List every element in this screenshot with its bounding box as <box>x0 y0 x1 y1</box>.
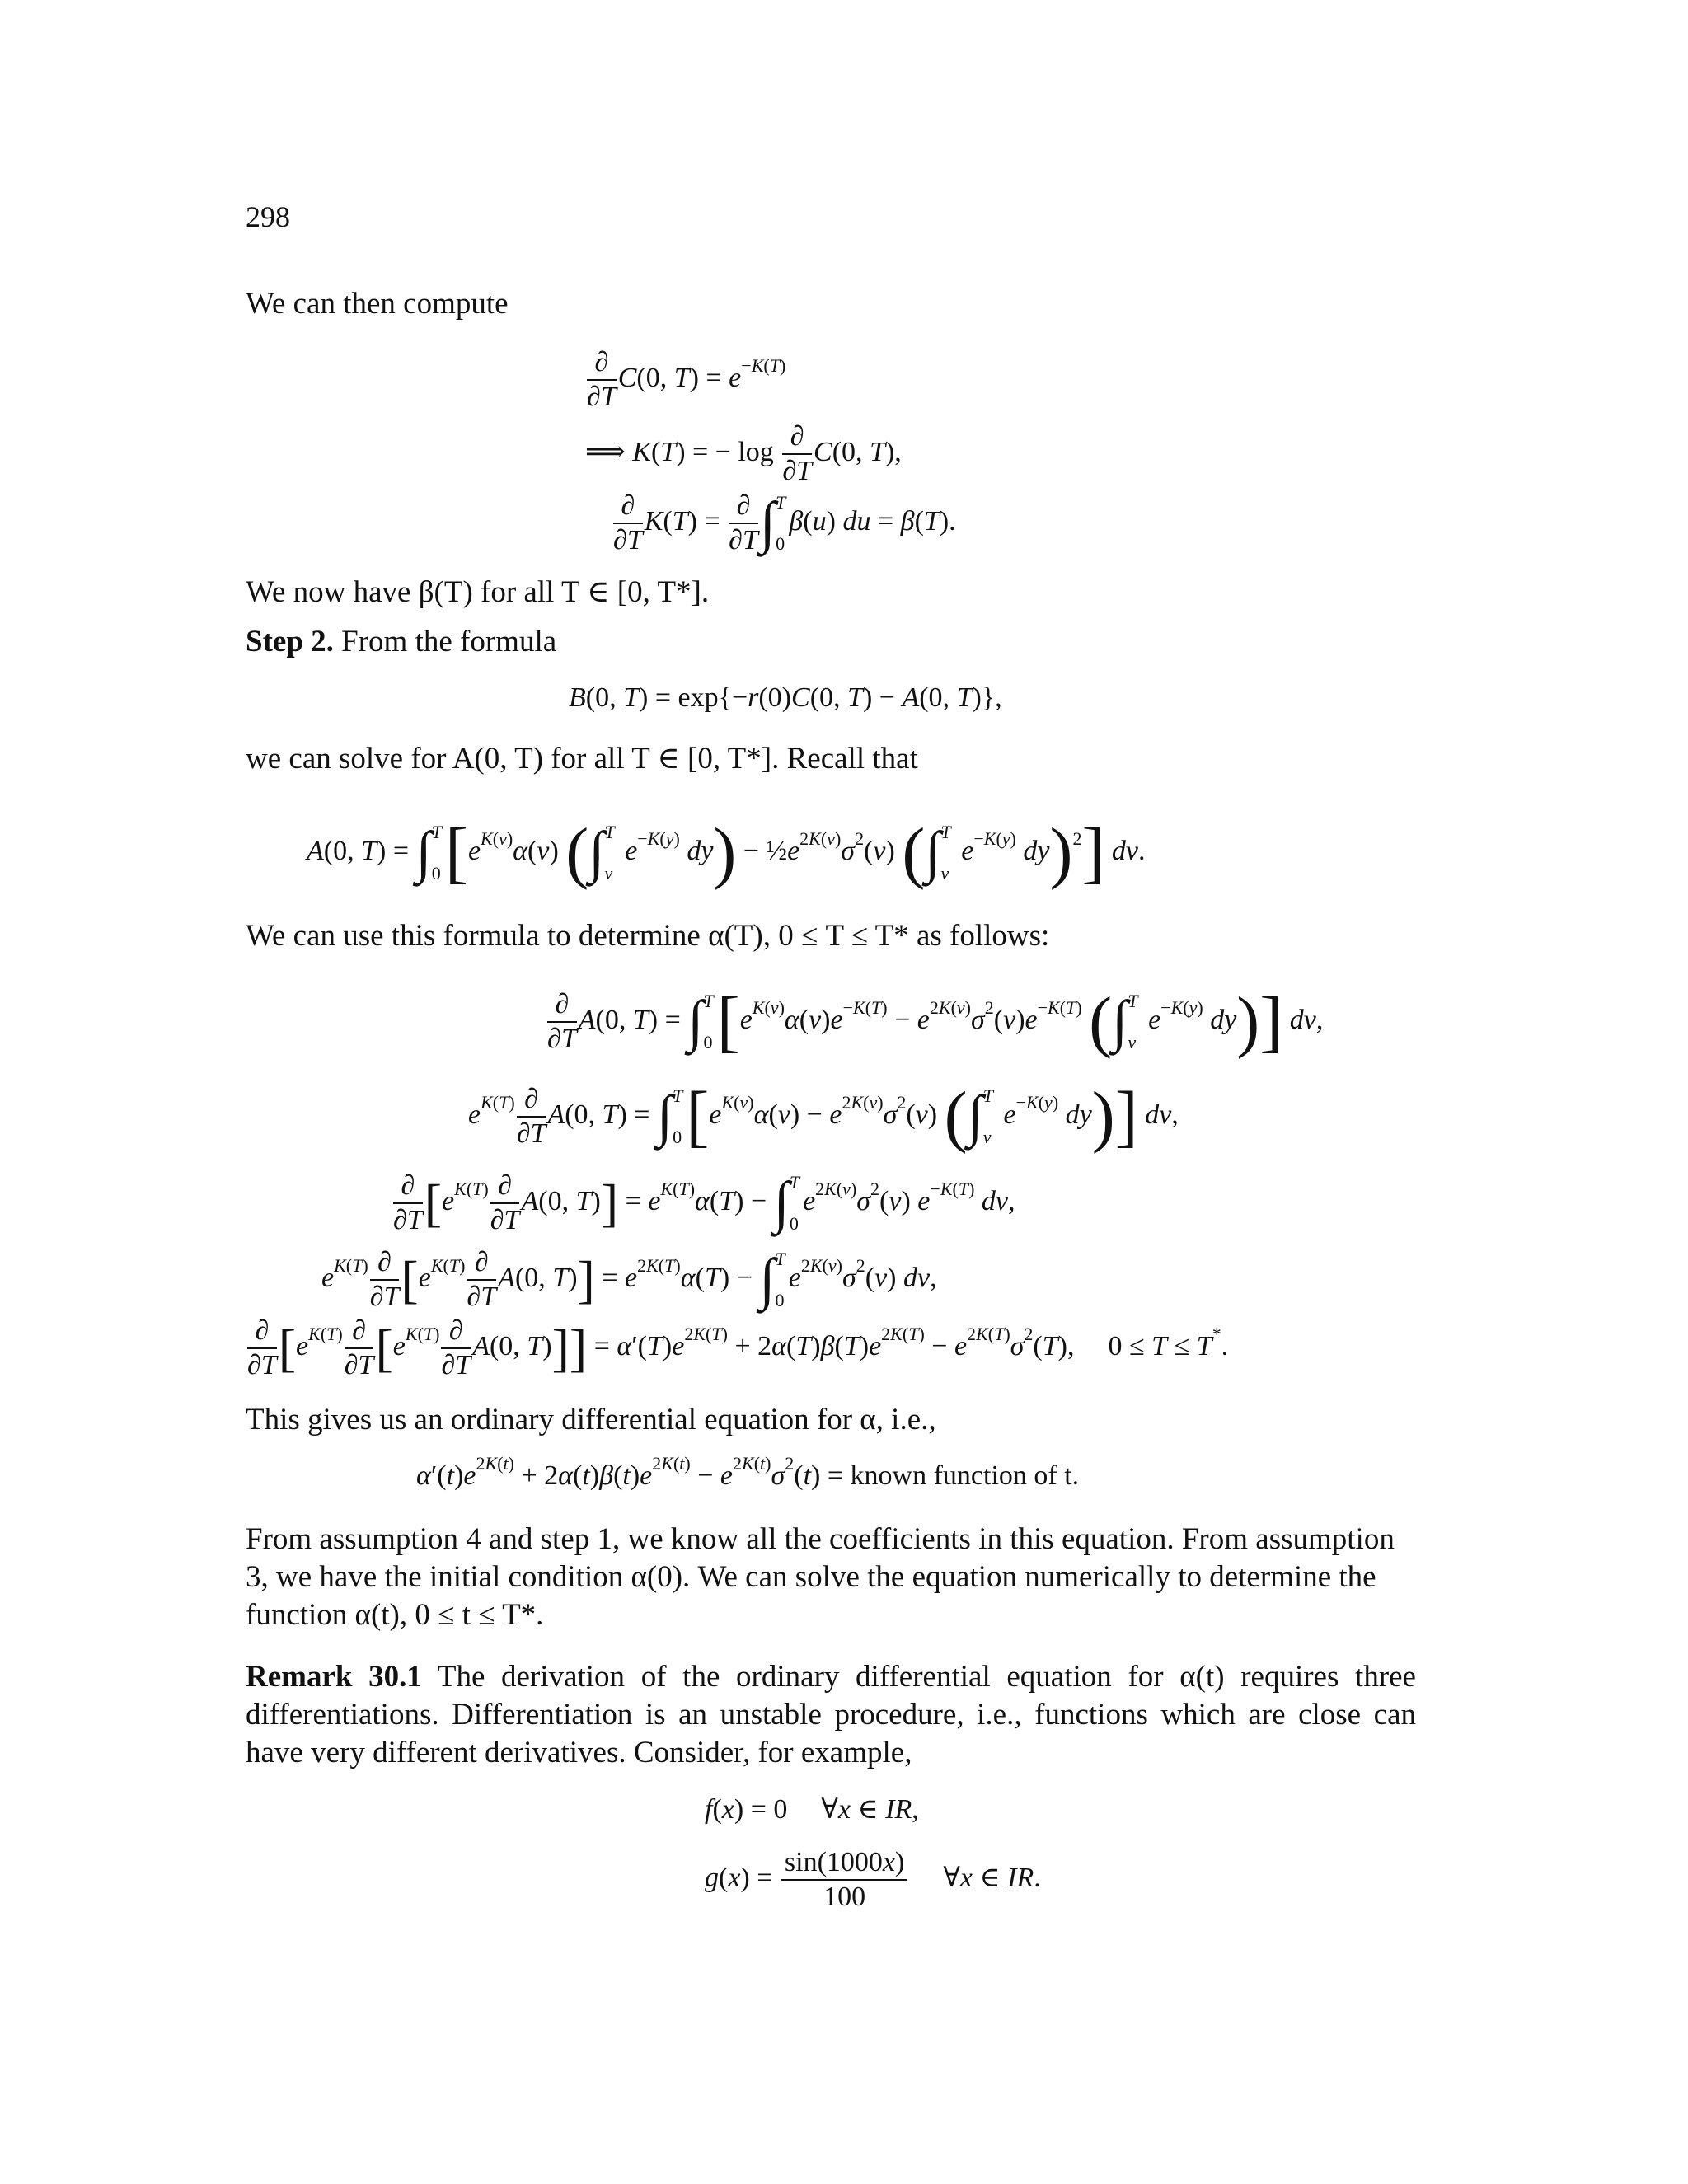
equation-9: $e^{K(T)}$ $\frac{\partial}{\partial T}$ [$e^{K(T)}$ $\frac{\partial}{\partial T}$ A(0, $T)] = e^{2K(T)}\alpha(T)$ − ∫ T 0 $e^{2K(v)}\sigma^2(v)$ dv, <box>321 1247 937 1312</box>
coefficients-paragraph: From assumption 4 and step 1, we know all the coefficients in this equation. From assumption 3, we have the initial condition α(0). We can solve the equation numerically to determine the function α(t), 0 ≤ t ≤ T*. <box>246 1522 1395 1632</box>
remark-paragraph <box>246 1658 1416 1772</box>
remark-text: The derivation of the ordinary differential equation for α(t) requires three differentiations. Differentiation is an unstable procedure, i.e., functions which are close can have very different derivatives. Consider, for example, <box>246 1660 1416 1769</box>
equation-4: B(0, T) = exp{−r(0)C(0, T) − A(0, T)}, <box>569 682 1002 713</box>
step2-label: Step 2. <box>246 625 334 658</box>
ode-text: This gives us an ordinary differential equation for α, i.e., <box>246 1403 936 1436</box>
equation-8: $\frac{\partial}{\partial T}$ [$e^{K(T)}$ $\frac{\partial}{\partial T}$ A(0, $T)] = e^{K(T)}\alpha(T)$ − ∫ T 0 $e^{2K(v)}\sigma^2(v)$ $e^{-K(T)}$ dv, <box>393 1170 1015 1235</box>
equation-12: f(x) = 0 ∀x ∈ IR, <box>705 1794 919 1825</box>
equation-6: $\frac{\partial}{\partial T}$ A(0, T) = ∫ T 0 [$e^{K(v)}\alpha(v)e^{-K(T)} - e^{2K(v)}\sigma^2(v)e^{-K(T)}$ (∫ T v $e^{-K(y)}$ dy)] dv, <box>547 983 1324 1060</box>
equation-11: $\alpha'(t)e^{2K(t)} + 2\alpha(t)\beta(t)e^{2K(t)} - e^{2K(t)}\sigma^2(t)$ = known function of t. <box>416 1453 1080 1491</box>
equation-2: ⟹ K(T) = − log $\frac{\partial}{\partial T}$ C(0, T), <box>585 421 902 486</box>
equation-3: $\frac{\partial}{\partial T}$ K(T) = $\frac{\partial}{\partial T}$ ∫ T 0 β(u) du = β(T). <box>613 490 956 555</box>
remark-label: Remark 30.1 <box>246 1660 422 1694</box>
page-number: 298 <box>246 200 290 233</box>
ode-rhs: = known function of t. <box>827 1460 1080 1491</box>
now-have-text: We now have β(T) for all T ∈ [0, T*]. <box>246 575 710 609</box>
step2-text: From the formula <box>333 625 557 658</box>
equation-5: A(0, T) = ∫ T 0 [$e^{K(v)}\alpha(v)$ (∫ T v $e^{-K(y)}$ $dy) - \frac{1}{2}e^{2K(v)}\sigma^2(v)$ (∫ T v $e^{-K(y)}$ dy)$^2$] dv. <box>307 814 1146 891</box>
equation-1: $\frac{\partial}{\partial T}$ C(0, $T) = e^{-K(T)}$ <box>587 347 786 412</box>
solve-text: we can solve for A(0, T) for all T ∈ [0, T*]. Recall that <box>246 742 918 776</box>
intro-text: We can then compute <box>246 287 509 321</box>
equation-13: g(x) = $\frac{\sin(1000x)}{100}$ ∀x ∈ IR. <box>705 1847 1041 1912</box>
step2-paragraph <box>246 623 556 661</box>
use-text: We can use this formula to determine α(T), 0 ≤ T ≤ T* as follows: <box>246 919 1050 953</box>
equation-7: $e^{K(T)}$ $\frac{\partial}{\partial T}$ A(0, T) = ∫ T 0 [$e^{K(v)}\alpha(v) - e^{2K(v)}\sigma^2(v)$ (∫ T v $e^{-K(y)}$ dy)] dv, <box>468 1078 1179 1155</box>
equation-10: $\frac{\partial}{\partial T}$ [$e^{K(T)}$ $\frac{\partial}{\partial T}$ [$e^{K(T)}$ $\frac{\partial}{\partial T}$ A(0, $T)]] = \alpha'(T)e^{2K(T)} + 2\alpha(T)\beta(T)e^{2K(T)} - e^{2K(T)}\sigma^2(T)$, 0 ≤ T ≤ T*. <box>247 1315 1229 1380</box>
